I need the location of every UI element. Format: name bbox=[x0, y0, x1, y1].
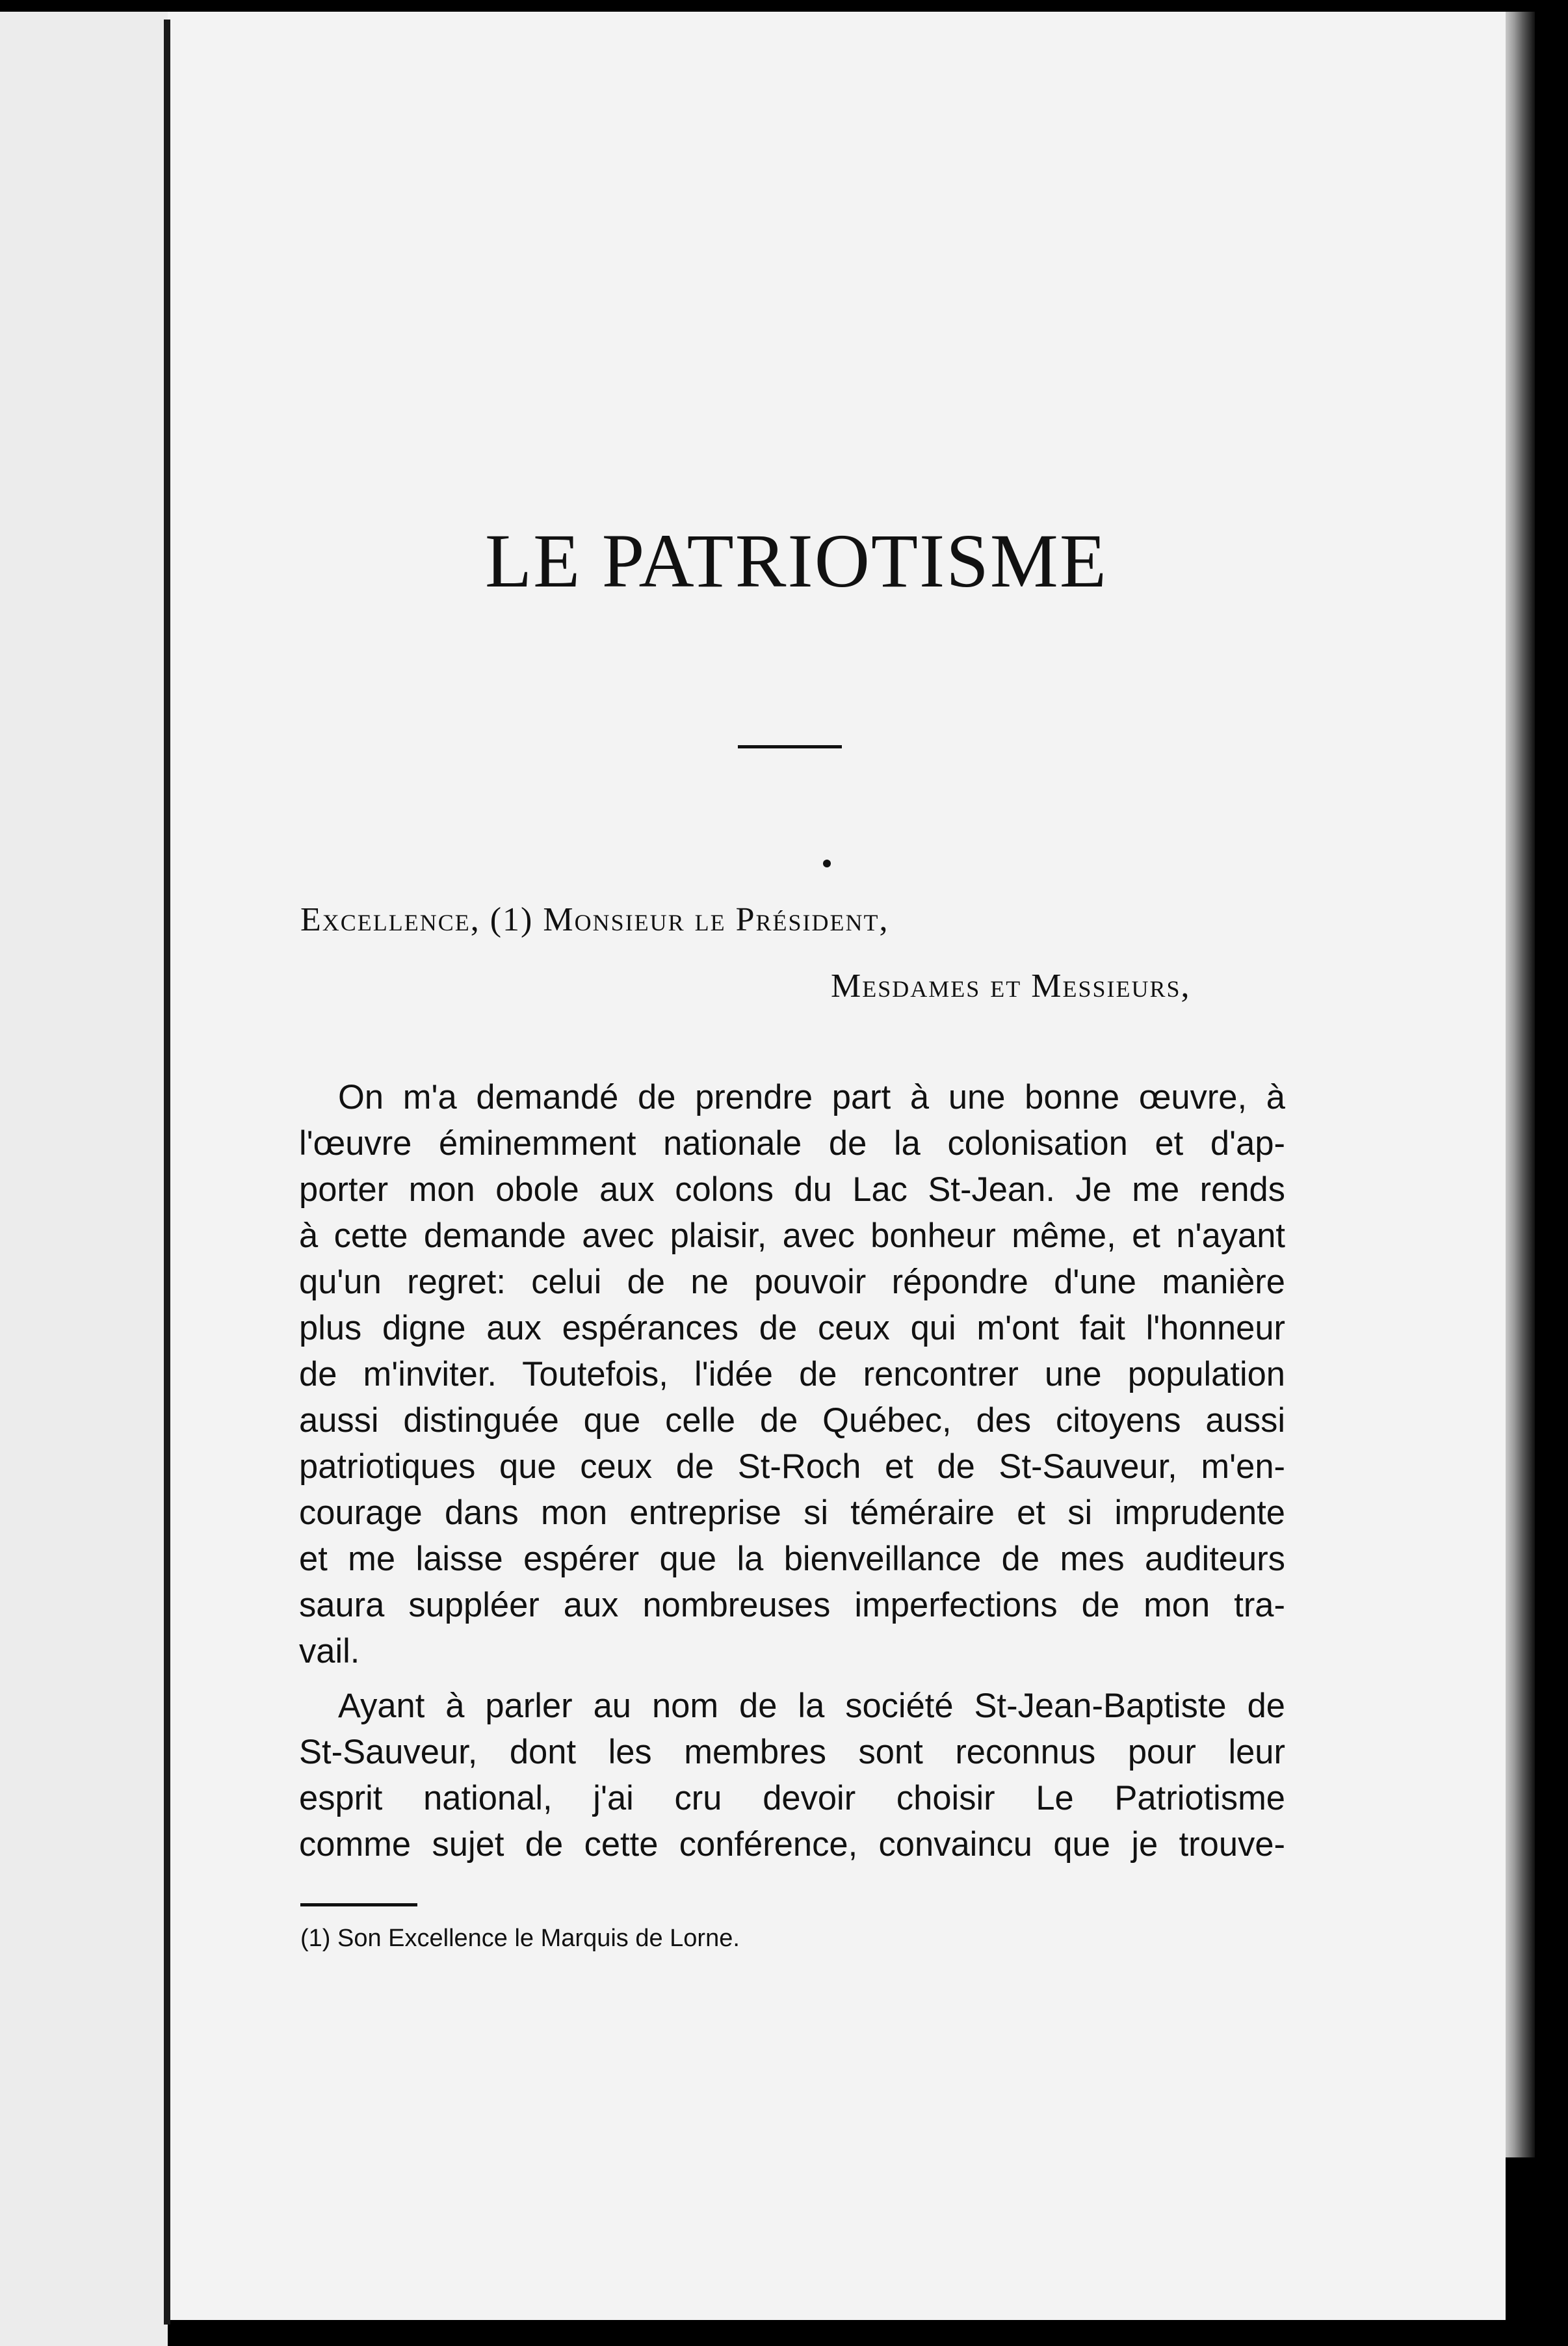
paragraph-1-line: porter mon obole aux colons du Lac St-Jean. Je me rends bbox=[299, 1170, 1285, 1209]
paragraph-1-line: plus digne aux espérances de ceux qui m'ont fait l'honneur bbox=[299, 1309, 1285, 1347]
footnote: (1) Son Excellence le Marquis de Lorne. bbox=[300, 1925, 740, 1952]
paragraph-1-line: patriotiques que ceux de St-Roch et de St-Sauveur, m'en- bbox=[299, 1447, 1285, 1486]
paragraph-1-line: courage dans mon entreprise si téméraire et si imprudente bbox=[299, 1494, 1285, 1532]
ornament-dot bbox=[823, 860, 831, 867]
paragraph-1-line: On m'a demandé de prendre part à une bonne œuvre, à bbox=[338, 1078, 1285, 1116]
previous-page-edge bbox=[0, 12, 168, 2346]
salutation-line-1: Excellence, (1) Monsieur le Président, bbox=[300, 901, 889, 938]
paragraph-1-line: à cette demande avec plaisir, avec bonheur même, et n'ayant bbox=[299, 1217, 1285, 1255]
paragraph-1-line: qu'un regret: celui de ne pouvoir répondre d'une manière bbox=[299, 1263, 1285, 1301]
paragraph-2-line: comme sujet de cette conférence, convaincu que je trouve- bbox=[299, 1825, 1285, 1864]
paragraph-1-line: l'œuvre éminemment nationale de la colonisation et d'ap- bbox=[299, 1124, 1285, 1163]
paragraph-1-line: de m'inviter. Toutefois, l'idée de rencontrer une population bbox=[299, 1355, 1285, 1393]
page-right-edge bbox=[1506, 12, 1535, 2157]
paragraph-1-line: saura suppléer aux nombreuses imperfections de mon tra- bbox=[299, 1586, 1285, 1624]
footnote-rule bbox=[300, 1903, 417, 1906]
paragraph-2-line: esprit national, j'ai cru devoir choisir Le Patriotisme bbox=[299, 1779, 1285, 1817]
paragraph-1-line: vail. bbox=[299, 1632, 360, 1670]
paragraph-1-line: aussi distinguée que celle de Québec, des citoyens aussi bbox=[299, 1401, 1285, 1440]
paragraph-2-line: Ayant à parler au nom de la société St-Jean-Baptiste de bbox=[338, 1687, 1285, 1725]
book-gutter bbox=[164, 20, 170, 2325]
salutation-line-2: Mesdames et Messieurs, bbox=[831, 968, 1191, 1005]
paragraph-2-line: St-Sauveur, dont les membres sont reconnus pour leur bbox=[299, 1733, 1285, 1771]
paragraph-1-line: et me laisse espérer que la bienveillance de mes auditeurs bbox=[299, 1540, 1285, 1578]
title-rule bbox=[738, 745, 842, 748]
page-title: LE PATRIOTISME bbox=[485, 518, 1108, 603]
